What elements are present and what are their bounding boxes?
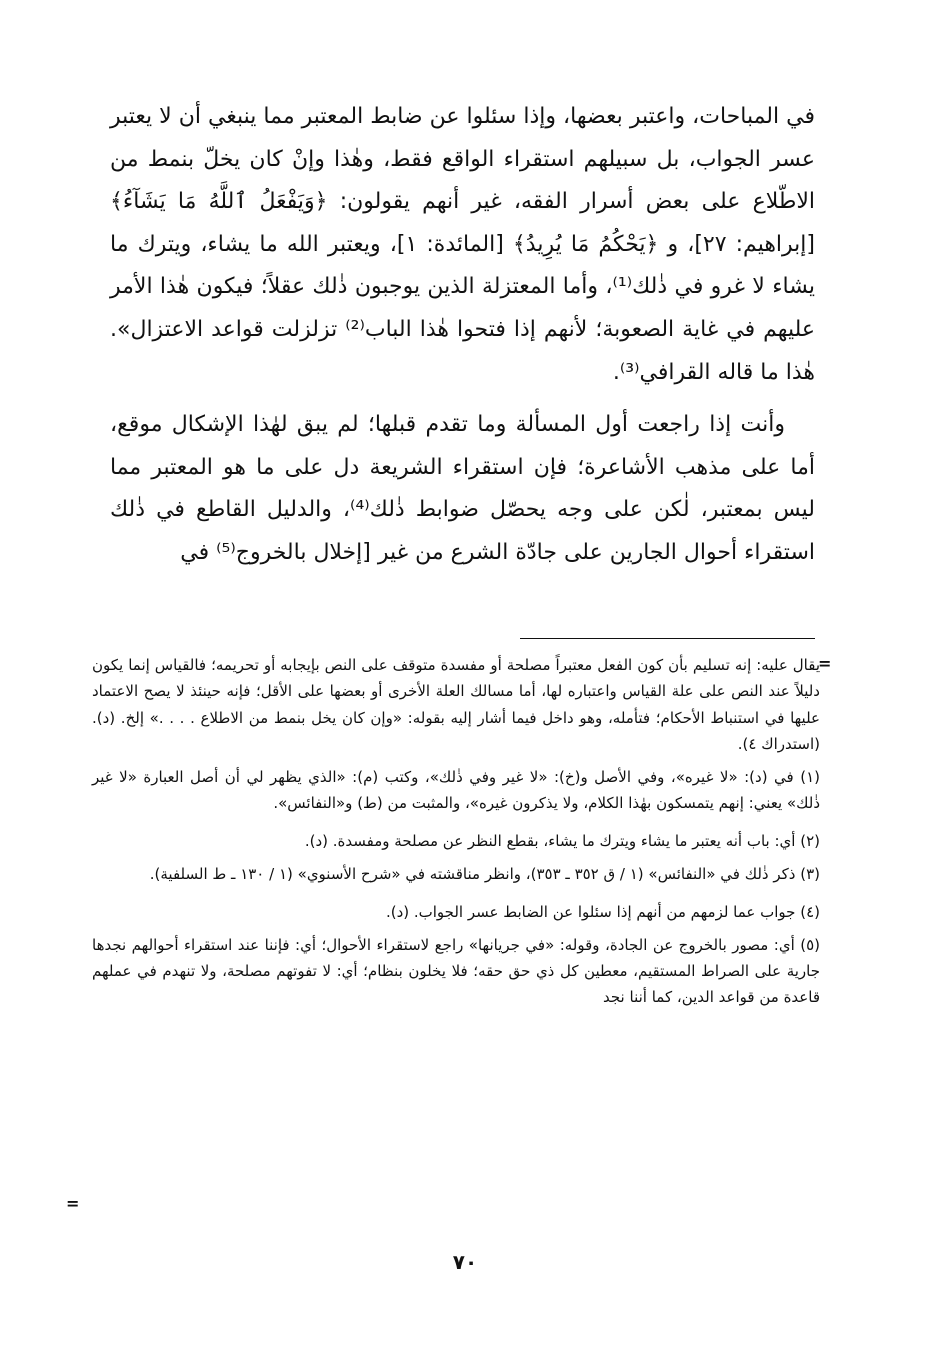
footnote-3: (٣) ذكر ذٰلك في «النفائس» (١ / ق ٣٥٢ ـ ٣٥٣)، وانظر مناقشته في «شرح الأسنوي» (١ / ١٣٠ ـ ط السلفية). [149,864,820,883]
footnote-separator [520,638,815,639]
footnotes [92,652,820,1011]
footnote-continuation: يقال عليه: إنه تسليم بأن كون الفعل معتبراً مصلحة أو مفسدة متوقف على النص بإيجابه أو تحريمه؛ فالقياس إنما يكون دليلاً عند النص على علة القياس واعتباره لها، أما مسالك العلة الأخرى أو بعضها على الأقل؛ فإنه حينئذ لا يصح الاعتماد عليها في استنباط الأحكام؛ فتأمله، وهو داخل فيما أشار إليه بقوله: «وإن كان يخل بنمط من الاطلاع . . . .» إلخ. (د). (استدراك ٤). [92,656,820,754]
main-text [110,96,815,575]
footnote-1: (١) في (د): «لا غيره»، وفي الأصل و(خ): «لا غير وفي ذٰلك»، وكتب (م): «الذي يظهر لي أن أصل العبارة «لا غير ذٰلك» يعني: إنهم يتمسكون بهٰذا الكلام، ولا يذكرون غيره»، والمثبت من (ط) و«النفائس». [92,767,820,813]
footnote-2: (٢) أي: باب أنه يعتبر ما يشاء ويترك ما يشاء، بقطع النظر عن مصلحة ومفسدة. (د). [304,832,820,851]
footnote-4: (٤) جواب عما لزمهم من أنهم إذا سئلوا عن الضابط عسر الجواب. (د). [385,903,820,922]
footnote-continues-mark: = [66,1194,80,1213]
page-number: ٧٠ [452,1250,478,1274]
footnote-continued-mark: = [818,654,832,673]
main-paragraph-1: في المباحات، واعتبر بعضها، وإذا سئلوا عن ضابط المعتبر مما ينبغي أن لا يعتبر عسر الجواب، بل سبيلهم استقراء الواقع فقط، وهٰذا وإنْ كان يخلّ بنمط من الاطّلاع على بعض أسرار الفقه، غير أنهم يقولون: ﴿وَيَفْعَلُ ٱللَّهُ مَا يَشَآءُ﴾ [إبراهيم: ٢٧]، و ﴿يَحْكُمُ مَا يُرِيدُ﴾ [المائدة: ١]، ويعتبر الله ما يشاء، ويترك ما يشاء لا غرو في ذٰلك⁽¹⁾، وأما المعتزلة الذين يوجبون ذٰلك عقلاً؛ فيكون هٰذا الأمر عليهم في غاية الصعوبة؛ لأنهم إذا فتحوا هٰذا الباب⁽²⁾ تزلزلت قواعد الاعتزال». هٰذا ما قاله القرافي⁽³⁾. [110,104,816,385]
main-paragraph-2: وأنت إذا راجعت أول المسألة وما تقدم قبلها؛ لم يبق لهٰذا الإشكال موقع، أما على مذهب الأشاعرة؛ فإن استقراء الشريعة دل على ما هو المعتبر مما ليس بمعتبر، لٰكن على وجه يحصّل ضوابط ذٰلك⁽⁴⁾، والدليل القاطع في ذٰلك استقراء أحوال الجارين على جادّة الشرع من غير [إخلال بالخروج⁽⁵⁾ في [110,412,815,565]
footnote-5: (٥) أي: مصور بالخروج عن الجادة، وقوله: «في جريانها» راجع لاستقراء الأحوال؛ أي: فإننا عند استقراء أحوالهم نجدها جارية على الصراط المستقيم، معطين كل ذي حق حقه؛ فلا يخلون بنظام؛ أي: لا تفوتهم مصلحة، ولا تنهدم في عملهم قاعدة من قواعد الدين، كما أننا نجد [92,935,820,1007]
